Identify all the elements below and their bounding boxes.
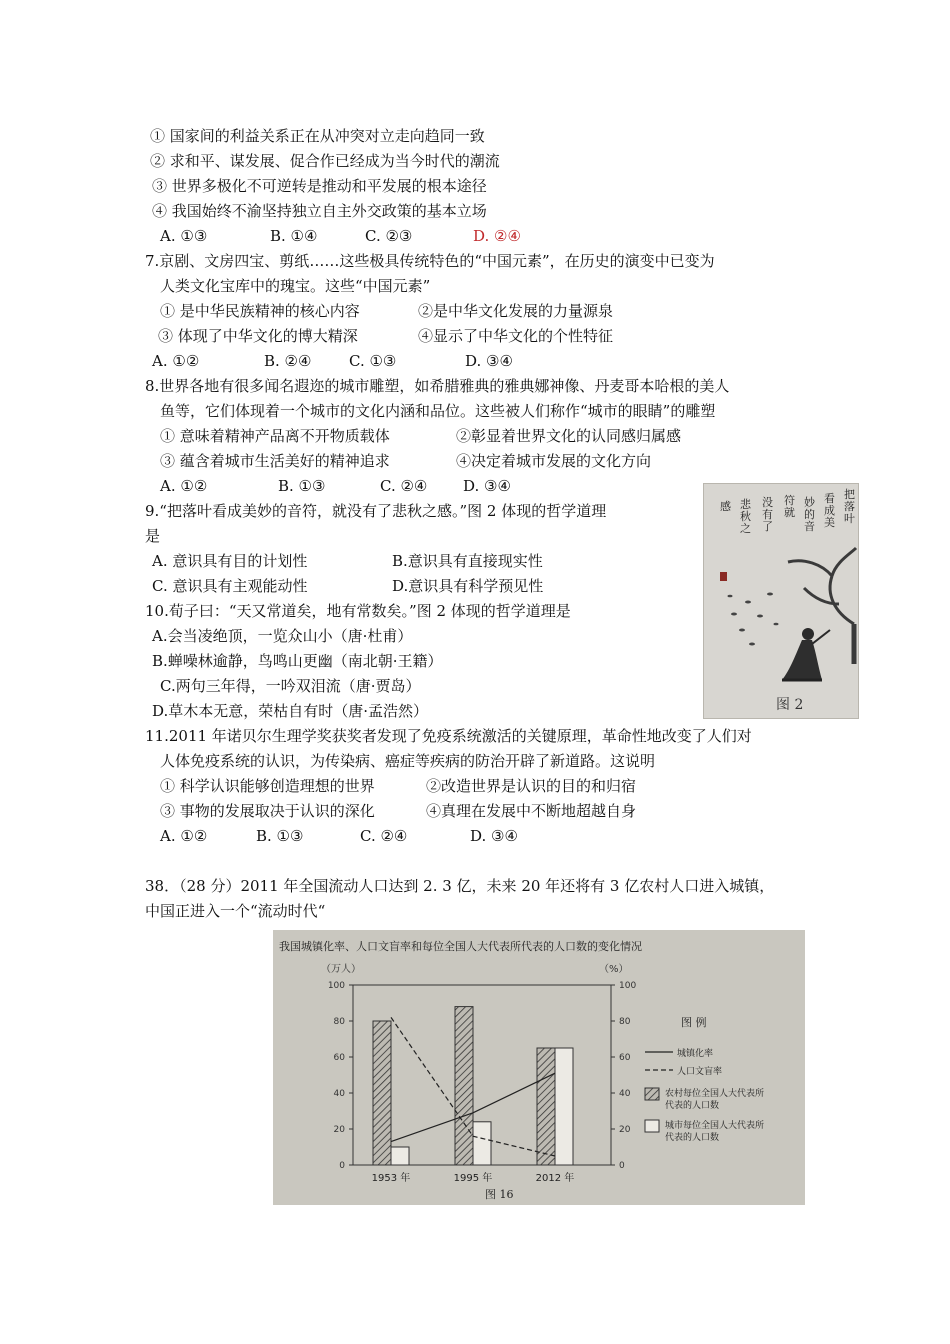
y-tick-label-right: 0 <box>619 1161 625 1171</box>
poem-col-2: 看成美 <box>824 492 835 529</box>
q8-stem-line-1: 8.世界各地有很多闻名遐迩的城市雕塑，如希腊雅典的雅典娜神像、丹麦哥本哈根的美人 <box>145 377 730 395</box>
q10-option-b: B.蝉噪林逾静，鸟鸣山更幽（南北朝·王籍） <box>152 652 443 670</box>
figure-2-painting <box>703 483 859 719</box>
poem-col-7: 感 <box>720 500 731 513</box>
y-tick-label-right: 40 <box>619 1089 631 1099</box>
q6-option-b: B. ①④ <box>270 227 318 245</box>
seal-stamp <box>720 572 727 581</box>
poem-col-6: 悲秋之 <box>740 498 751 535</box>
q8-item-2: ②彰显着世界文化的认同感归属感 <box>456 427 682 445</box>
q11-items-row-2 <box>160 801 636 821</box>
q7-options <box>152 351 513 371</box>
q7-option-d: D. ③④ <box>465 352 513 370</box>
q9-option-b: B.意识具有直接现实性 <box>392 552 543 570</box>
poem-col-1: 把落叶 <box>844 488 855 525</box>
q8-item-3: ③ 蕴含着城市生活美好的精神追求 <box>160 452 390 470</box>
falling-leaves <box>728 593 779 646</box>
q11-option-d: D. ③④ <box>470 827 518 845</box>
q38-stem-line-2: 中国正进入一个“流动时代“ <box>145 902 326 920</box>
q11-stem-line-2: 人体免疫系统的认识，为传染病、癌症等疾病的防治开辟了新道路。这说明 <box>160 752 656 770</box>
q6-option-c: C. ②③ <box>365 227 413 245</box>
y-tick-label-right: 20 <box>619 1125 631 1135</box>
q38-stem-line-1: 38．（28 分）2011 年全国流动人口达到 2. 3 亿，未来 20 年还将有 3 亿农村人口进入城镇， <box>145 877 775 895</box>
poem-col-4: 符就 <box>784 494 795 519</box>
q8-item-1: ① 意味着精神产品离不开物质载体 <box>160 427 390 445</box>
q9-option-d: D.意识具有科学预见性 <box>392 577 544 595</box>
figure-2-illustration <box>704 484 858 718</box>
q11-option-b: B. ①③ <box>256 827 304 845</box>
q6-option-a: A. ①③ <box>160 227 208 245</box>
q6-item-4: ④ 我国始终不渝坚持独立自主外交政策的基本立场 <box>152 202 487 220</box>
legend-label-rural-1: 农村每位全国人大代表所 <box>665 1089 765 1099</box>
q10-stem: 10.荀子曰：“天又常道矣，地有常数矣。”图 2 体现的哲学道理是 <box>145 602 571 620</box>
q11-item-4: ④真理在发展中不断地超越自身 <box>426 802 637 820</box>
q11-option-c: C. ②④ <box>360 827 408 845</box>
q6-option-d: D. ②④ <box>473 227 521 245</box>
q9-options-row-2 <box>152 576 543 596</box>
figure-2-caption: 图 2 <box>776 697 804 713</box>
q8-option-d: D. ③④ <box>463 477 511 495</box>
q7-stem-line-2: 人类文化宝库中的瑰宝。这些“中国元素” <box>160 277 431 295</box>
bar-urban <box>391 1147 409 1165</box>
legend-label-rural-2: 代表的人口数 <box>665 1101 720 1111</box>
y-tick-label-left: 40 <box>333 1089 345 1099</box>
y-tick-label-right: 80 <box>619 1017 631 1027</box>
legend-label-illiteracy: 人口文盲率 <box>677 1067 723 1077</box>
q7-option-a: A. ①② <box>152 352 200 370</box>
q9-stem-line-1: 9.“把落叶看成美妙的音符，就没有了悲秋之感。”图 2 体现的哲学道理 <box>145 502 607 520</box>
q7-item-1: ① 是中华民族精神的核心内容 <box>160 302 360 320</box>
y-left-unit: （万人） <box>321 964 361 975</box>
y-tick-label-left: 20 <box>333 1125 345 1135</box>
q10-option-c: C.两句三年得，一吟双泪流（唐·贾岛） <box>160 677 421 695</box>
q11-items-row-1 <box>160 776 636 796</box>
q8-option-a: A. ①② <box>160 477 208 495</box>
q8-option-c: C. ②④ <box>380 477 428 495</box>
y-tick-label-right: 100 <box>619 981 637 991</box>
legend-label-urban-1: 城市每位全国人大代表所 <box>665 1121 765 1131</box>
legend-swatch-rural <box>645 1088 659 1100</box>
q7-stem-line-1: 7.京剧、文房四宝、剪纸……这些极具传统特色的“中国元素”，在历史的演变中已变为 <box>145 252 715 270</box>
x-tick-label: 1953 年 <box>371 1173 411 1184</box>
figure-16-chart <box>273 930 805 1205</box>
chart-title: 我国城镇化率、人口文盲率和每位全国人大代表所代表的人口数的变化情况 <box>279 940 642 953</box>
q7-item-4: ④显示了中华文化的个性特征 <box>418 327 614 345</box>
bar-rural <box>537 1048 555 1165</box>
q8-stem-line-2: 鱼等，它们体现着一个城市的文化内涵和品位。这些被人们称作“城市的眼睛”的雕塑 <box>160 402 716 420</box>
x-tick-label: 1995 年 <box>453 1173 493 1184</box>
q7-option-c: C. ①③ <box>349 352 397 370</box>
q9-option-a: A. 意识具有目的计划性 <box>152 552 308 570</box>
bar-urban <box>473 1122 491 1165</box>
scholar-figure <box>782 628 830 680</box>
bar-urban <box>555 1048 573 1165</box>
chart-caption: 图 16 <box>485 1188 514 1201</box>
chart-svg <box>273 930 805 1205</box>
q11-item-1: ① 科学认识能够创造理想的世界 <box>160 777 375 795</box>
y-tick-label-left: 80 <box>333 1017 345 1027</box>
q9-option-c: C. 意识具有主观能动性 <box>152 577 308 595</box>
legend-label-urbanization: 城镇化率 <box>677 1049 714 1059</box>
q6-item-1: ① 国家间的利益关系正在从冲突对立走向趋同一致 <box>150 127 485 145</box>
q8-option-b: B. ①③ <box>278 477 326 495</box>
poem-col-3: 妙的音 <box>804 496 815 533</box>
y-tick-label-left: 100 <box>327 981 345 991</box>
y-tick-label-left: 60 <box>333 1053 345 1063</box>
q6-item-3: ③ 世界多极化不可逆转是推动和平发展的根本途径 <box>152 177 487 195</box>
y-right-unit: （%） <box>599 964 629 975</box>
q11-item-3: ③ 事物的发展取决于认识的深化 <box>160 802 375 820</box>
q7-items-row-2 <box>158 326 613 346</box>
q7-item-2: ②是中华文化发展的力量源泉 <box>418 302 614 320</box>
q6-options <box>160 226 521 246</box>
y-tick-label-left: 0 <box>339 1161 345 1171</box>
legend-label-urban-2: 代表的人口数 <box>665 1133 720 1143</box>
q10-option-a: A.会当凌绝顶，一览众山小（唐·杜甫） <box>152 627 413 645</box>
q9-options-row-1 <box>152 551 543 571</box>
q9-stem-line-2: 是 <box>145 527 161 545</box>
q11-item-2: ②改造世界是认识的目的和归宿 <box>426 777 637 795</box>
bar-rural <box>373 1021 391 1165</box>
bar-rural <box>455 1007 473 1165</box>
legend-title: 图 例 <box>681 1016 707 1029</box>
q11-stem-line-1: 11.2011 年诺贝尔生理学奖获奖者发现了免疫系统激活的关键原理，革命性地改变了人们对 <box>145 727 752 745</box>
q8-item-4: ④决定着城市发展的文化方向 <box>456 452 652 470</box>
q8-items-row-1 <box>160 426 681 446</box>
poem-col-5: 没有了 <box>762 496 773 533</box>
q7-items-row-1 <box>160 301 613 321</box>
q11-option-a: A. ①② <box>160 827 208 845</box>
q7-option-b: B. ②④ <box>264 352 312 370</box>
x-tick-label: 2012 年 <box>535 1173 575 1184</box>
legend-swatch-urban <box>645 1120 659 1132</box>
q11-options <box>160 826 518 846</box>
q7-item-3: ③ 体现了中华文化的博大精深 <box>158 327 358 345</box>
q6-item-2: ② 求和平、谋发展、促合作已经成为当今时代的潮流 <box>150 152 500 170</box>
tree-branch <box>788 548 856 624</box>
q10-option-d: D.草木本无意，荣枯自有时（唐·孟浩然） <box>152 702 429 720</box>
q8-items-row-2 <box>160 451 651 471</box>
q8-options <box>160 476 511 496</box>
y-tick-label-right: 60 <box>619 1053 631 1063</box>
